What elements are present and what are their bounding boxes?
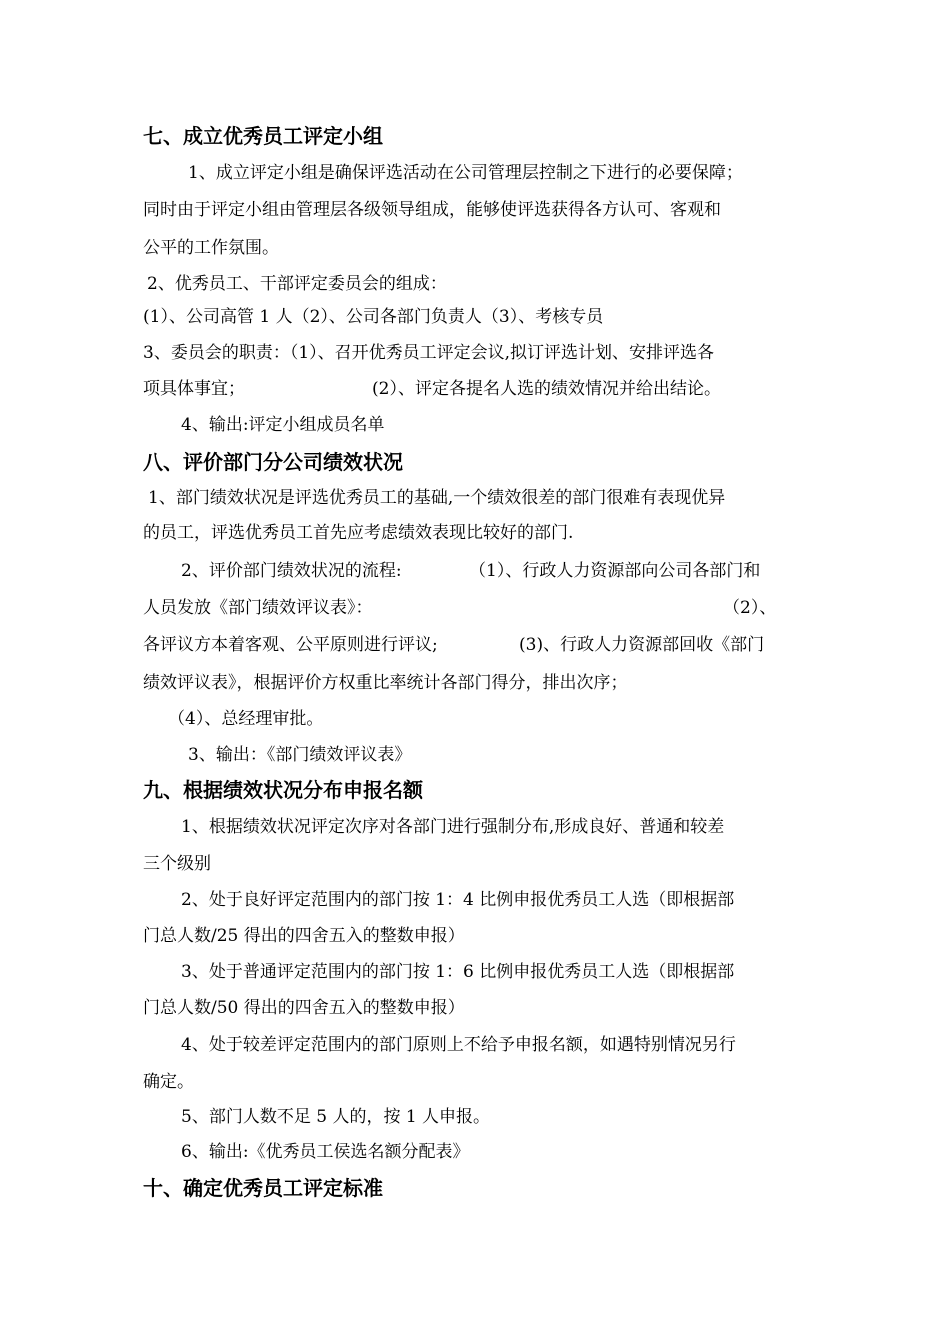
s7-line-7b: (2）、评定各提名人选的绩效情况并给出结论。 xyxy=(372,379,721,399)
s8-line-1: 1、部门绩效状况是评选优秀员工的基础,一个绩效很差的部门很难有表现优异 xyxy=(148,488,726,508)
s7-line-8: 4、输出:评定小组成员名单 xyxy=(181,415,385,435)
s9-line-1: 1、根据绩效状况评定次序对各部门进行强制分布,形成良好、普通和较差 xyxy=(181,817,725,837)
s8-line-6: 绩效评议表》，根据评价方权重比率统计各部门得分，排出次序； xyxy=(143,673,628,693)
s9-line-8: 确定。 xyxy=(143,1072,194,1092)
s8-line-4a: 人员发放《部门绩效评议表》： xyxy=(143,598,373,618)
s8-line-3a: 2、评价部门绩效状况的流程: xyxy=(181,561,402,581)
s8-line-2: 的员工，评选优秀员工首先应考虑绩效表现比较好的部门. xyxy=(143,523,574,543)
s8-line-4b: （2）、 xyxy=(723,598,777,618)
s8-line-5a: 各评议方本着客观、公平原则进行评议; xyxy=(143,635,438,655)
s9-line-10: 6、输出:《优秀员工侯选名额分配表》 xyxy=(181,1142,470,1162)
s8-line-8: 3、输出：《部门绩效评议表》 xyxy=(188,745,412,765)
s9-line-2: 三个级别 xyxy=(143,854,211,874)
section-8-heading: 八、评价部门分公司绩效状况 xyxy=(143,450,403,474)
section-10-heading: 十、确定优秀员工评定标准 xyxy=(143,1176,383,1200)
s9-line-6: 门总人数/50 得出的四舍五入的整数申报） xyxy=(143,998,465,1018)
s7-line-5: (1）、公司高管 1 人（2）、公司各部门负责人（3）、考核专员 xyxy=(143,307,604,327)
s7-line-3: 公平的工作氛围。 xyxy=(143,238,279,258)
s8-line-3b: （1）、行政人力资源部向公司各部门和 xyxy=(469,561,761,581)
s9-line-5: 3、处于普通评定范围内的部门按 1：6 比例申报优秀员工人选（即根据部 xyxy=(181,962,735,982)
s7-line-1: 1、成立评定小组是确保评选活动在公司管理层控制之下进行的必要保障； xyxy=(188,163,743,183)
s9-line-4: 门总人数/25 得出的四舍五入的整数申报） xyxy=(143,926,465,946)
s7-line-2: 同时由于评定小组由管理层各级领导组成，能够使评选获得各方认可、客观和 xyxy=(143,200,721,220)
s8-line-5b: (3)、行政人力资源部回收《部门 xyxy=(519,635,765,655)
s7-line-7a: 项具体事宜； xyxy=(143,379,245,399)
s7-line-4: 2、优秀员工、干部评定委员会的组成： xyxy=(147,274,447,294)
s9-line-9: 5、部门人数不足 5 人的，按 1 人申报。 xyxy=(181,1107,491,1127)
s7-line-6: 3、委员会的职责：（1）、召开优秀员工评定会议,拟订评选计划、安排评选各 xyxy=(143,343,715,363)
s9-line-3: 2、处于良好评定范围内的部门按 1：4 比例申报优秀员工人选（即根据部 xyxy=(181,890,735,910)
section-7-heading: 七、成立优秀员工评定小组 xyxy=(143,124,383,148)
s8-line-7: （4）、总经理审批。 xyxy=(168,709,324,729)
section-9-heading: 九、根据绩效状况分布申报名额 xyxy=(143,778,423,802)
s9-line-7: 4、处于较差评定范围内的部门原则上不给予申报名额，如遇特别情况另行 xyxy=(181,1035,736,1055)
